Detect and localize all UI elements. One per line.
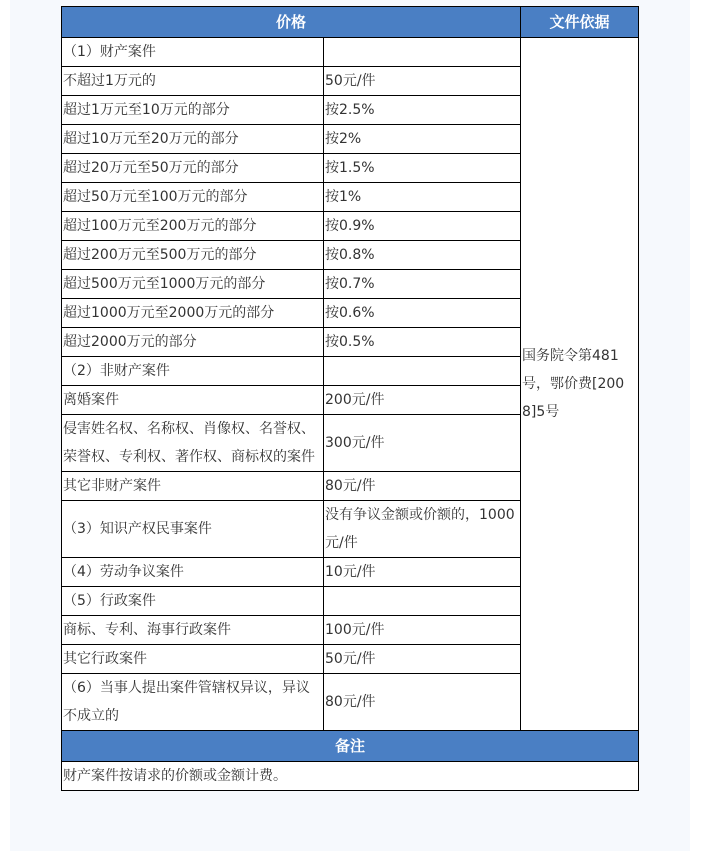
price-cell: 按0.7% xyxy=(324,270,521,299)
item-cell: （6）当事人提出案件管辖权异议，异议不成立的 xyxy=(62,674,324,731)
price-cell: 按0.9% xyxy=(324,212,521,241)
price-cell: 按0.5% xyxy=(324,328,521,357)
fee-table xyxy=(61,6,639,791)
item-cell: 超过1000万元至2000万元的部分 xyxy=(62,299,324,328)
price-cell: 按2.5% xyxy=(324,96,521,125)
item-cell: 其它非财产案件 xyxy=(62,472,324,501)
item-cell: 超过1万元至10万元的部分 xyxy=(62,96,324,125)
price-cell: 按0.6% xyxy=(324,299,521,328)
price-cell xyxy=(324,357,521,386)
remark-row xyxy=(62,762,639,791)
price-cell: 200元/件 xyxy=(324,386,521,415)
item-cell: 超过10万元至20万元的部分 xyxy=(62,125,324,154)
item-cell: （1）财产案件 xyxy=(62,38,324,67)
price-cell: 按1% xyxy=(324,183,521,212)
price-cell: 按0.8% xyxy=(324,241,521,270)
item-cell: 超过200万元至500万元的部分 xyxy=(62,241,324,270)
item-cell: 超过50万元至100万元的部分 xyxy=(62,183,324,212)
table-row xyxy=(62,38,639,67)
price-cell: 50元/件 xyxy=(324,645,521,674)
price-cell: 按1.5% xyxy=(324,154,521,183)
item-cell: （5）行政案件 xyxy=(62,587,324,616)
price-cell: 按2% xyxy=(324,125,521,154)
price-cell: 80元/件 xyxy=(324,472,521,501)
basis-header: 文件依据 xyxy=(521,7,639,38)
remark-text: 财产案件按请求的价额或金额计费。 xyxy=(62,762,639,791)
item-cell: 其它行政案件 xyxy=(62,645,324,674)
item-cell: 侵害姓名权、名称权、肖像权、名誉权、荣誉权、专利权、著作权、商标权的案件 xyxy=(62,415,324,472)
item-cell: 超过500万元至1000万元的部分 xyxy=(62,270,324,299)
price-cell: 300元/件 xyxy=(324,415,521,472)
price-header: 价格 xyxy=(62,7,521,38)
remark-header: 备注 xyxy=(62,731,639,762)
remark-header-row xyxy=(62,731,639,762)
item-cell: 离婚案件 xyxy=(62,386,324,415)
item-cell: 超过2000万元的部分 xyxy=(62,328,324,357)
price-cell: 80元/件 xyxy=(324,674,521,731)
item-cell: （4）劳动争议案件 xyxy=(62,558,324,587)
price-cell: 10元/件 xyxy=(324,558,521,587)
item-cell: （3）知识产权民事案件 xyxy=(62,501,324,558)
item-cell: 超过20万元至50万元的部分 xyxy=(62,154,324,183)
price-cell xyxy=(324,587,521,616)
price-cell: 没有争议金额或价额的，1000元/件 xyxy=(324,501,521,558)
item-cell: 不超过1万元的 xyxy=(62,67,324,96)
price-cell xyxy=(324,38,521,67)
basis-cell: 国务院令第481号，鄂价费[2008]5号 xyxy=(521,38,639,731)
price-cell: 100元/件 xyxy=(324,616,521,645)
item-cell: （2）非财产案件 xyxy=(62,357,324,386)
item-cell: 超过100万元至200万元的部分 xyxy=(62,212,324,241)
price-cell: 50元/件 xyxy=(324,67,521,96)
table-header-row xyxy=(62,7,639,38)
item-cell: 商标、专利、海事行政案件 xyxy=(62,616,324,645)
